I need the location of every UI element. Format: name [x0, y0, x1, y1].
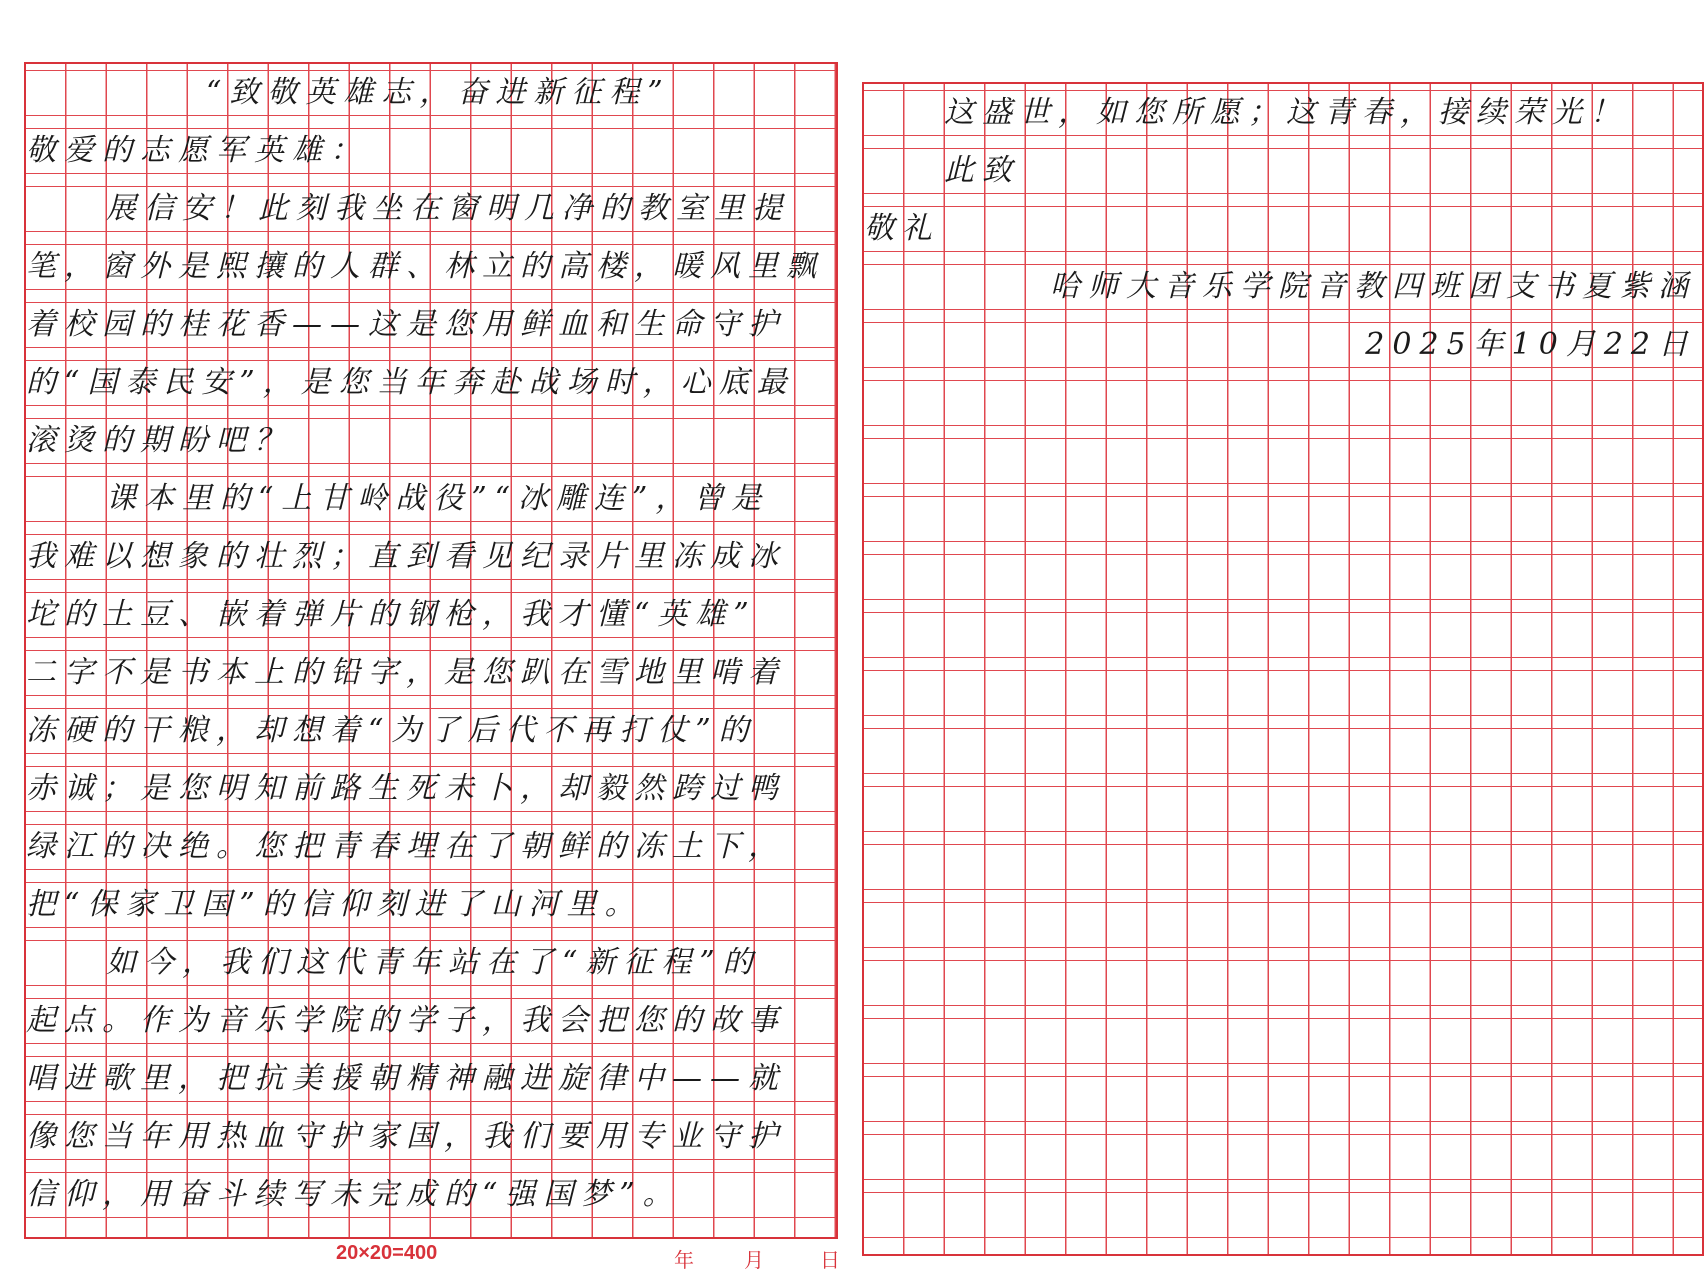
text-row [26, 180, 836, 238]
empty-row [864, 490, 1702, 548]
closing-jingli: 敬礼 [864, 211, 940, 246]
text-line: 坨的土豆、嵌着弹片的钢枪，我才懂“英雄” [26, 597, 757, 632]
text-row [26, 586, 836, 644]
text-line: 笔，窗外是熙攘的人群、林立的高楼，暖风里飘 [26, 249, 824, 284]
text-row [26, 818, 836, 876]
empty-row [864, 1128, 1702, 1186]
text-line: 把“保家卫国”的信仰刻进了山河里。 [26, 887, 643, 922]
text-line: 赤诚；是您明知前路生死未卜，却毅然跨过鸭 [26, 771, 786, 806]
text-row [864, 84, 1702, 142]
date-day-label: 日 [820, 1250, 840, 1272]
text-row [26, 354, 836, 412]
text-line: 冻硬的干粮，却想着“为了后代不再打仗”的 [26, 713, 757, 748]
closing-line: 这盛世，如您所愿；这青春，接续荣光！ [944, 95, 1628, 130]
text-row [26, 122, 836, 180]
empty-row [864, 432, 1702, 490]
text-line: 唱进歌里，把抗美援朝精神融进旋律中——就 [26, 1061, 786, 1096]
empty-row [864, 374, 1702, 432]
empty-row [864, 1186, 1702, 1244]
date-month-label: 月 [744, 1250, 764, 1272]
empty-row [864, 722, 1702, 780]
text-row [26, 760, 836, 818]
text-row [26, 1108, 836, 1166]
text-line: 滚烫的期盼吧？ [26, 423, 292, 458]
text-row [26, 876, 836, 934]
text-row [26, 528, 836, 586]
text-row [26, 1166, 836, 1224]
text-line: 信仰，用奋斗续写未完成的“强国梦”。 [26, 1177, 681, 1212]
closing-cizhi: 此致 [944, 153, 1020, 188]
empty-row [864, 548, 1702, 606]
letter-date: 2025年10月22日 [1365, 327, 1696, 362]
empty-row [864, 838, 1702, 896]
date-year-label: 年 [674, 1250, 694, 1272]
text-line: 展信安！此刻我坐在窗明几净的教室里提 [106, 191, 790, 226]
manuscript-sheet-left [24, 62, 838, 1239]
text-line: 二字不是书本上的铅字，是您趴在雪地里啃着 [26, 655, 786, 690]
text-row [864, 258, 1702, 316]
text-row [26, 644, 836, 702]
text-row [26, 934, 836, 992]
title-row [26, 64, 836, 122]
letter-title: “致敬英雄志，奋进新征程” [206, 75, 671, 110]
text-line: 起点。作为音乐学院的学子，我会把您的故事 [26, 1003, 786, 1038]
text-row [864, 316, 1702, 374]
empty-row [864, 780, 1702, 838]
text-row [26, 470, 836, 528]
text-line: 的“国泰民安”，是您当年奔赴战场时，心底最 [26, 365, 795, 400]
text-row [26, 992, 836, 1050]
text-row [26, 238, 836, 296]
text-line: 绿江的决绝。您把青春埋在了朝鲜的冻土下， [26, 829, 786, 864]
empty-row [864, 896, 1702, 954]
empty-row [864, 606, 1702, 664]
empty-row [864, 954, 1702, 1012]
text-line: 我难以想象的壮烈；直到看见纪录片里冻成冰 [26, 539, 786, 574]
text-line: 如今，我们这代青年站在了“新征程”的 [106, 945, 761, 980]
empty-row [864, 1070, 1702, 1128]
empty-row [864, 664, 1702, 722]
manuscript-sheet-right [862, 82, 1704, 1256]
empty-row [864, 1012, 1702, 1070]
salutation: 敬爱的志愿军英雄： [26, 133, 368, 168]
text-row [26, 1050, 836, 1108]
text-line: 课本里的“上甘岭战役”“冰雕连”，曾是 [106, 481, 770, 516]
signature: 哈师大音乐学院音教四班团支书夏紫涵 [1050, 269, 1696, 304]
grid-count-label: 20×20=400 [336, 1242, 438, 1264]
text-row [26, 412, 836, 470]
text-row [864, 200, 1702, 258]
text-line: 着校园的桂花香——这是您用鲜血和生命守护 [26, 307, 786, 342]
text-row [26, 702, 836, 760]
text-line: 像您当年用热血守护家国，我们要用专业守护 [26, 1119, 786, 1154]
text-row [26, 296, 836, 354]
text-row [864, 142, 1702, 200]
